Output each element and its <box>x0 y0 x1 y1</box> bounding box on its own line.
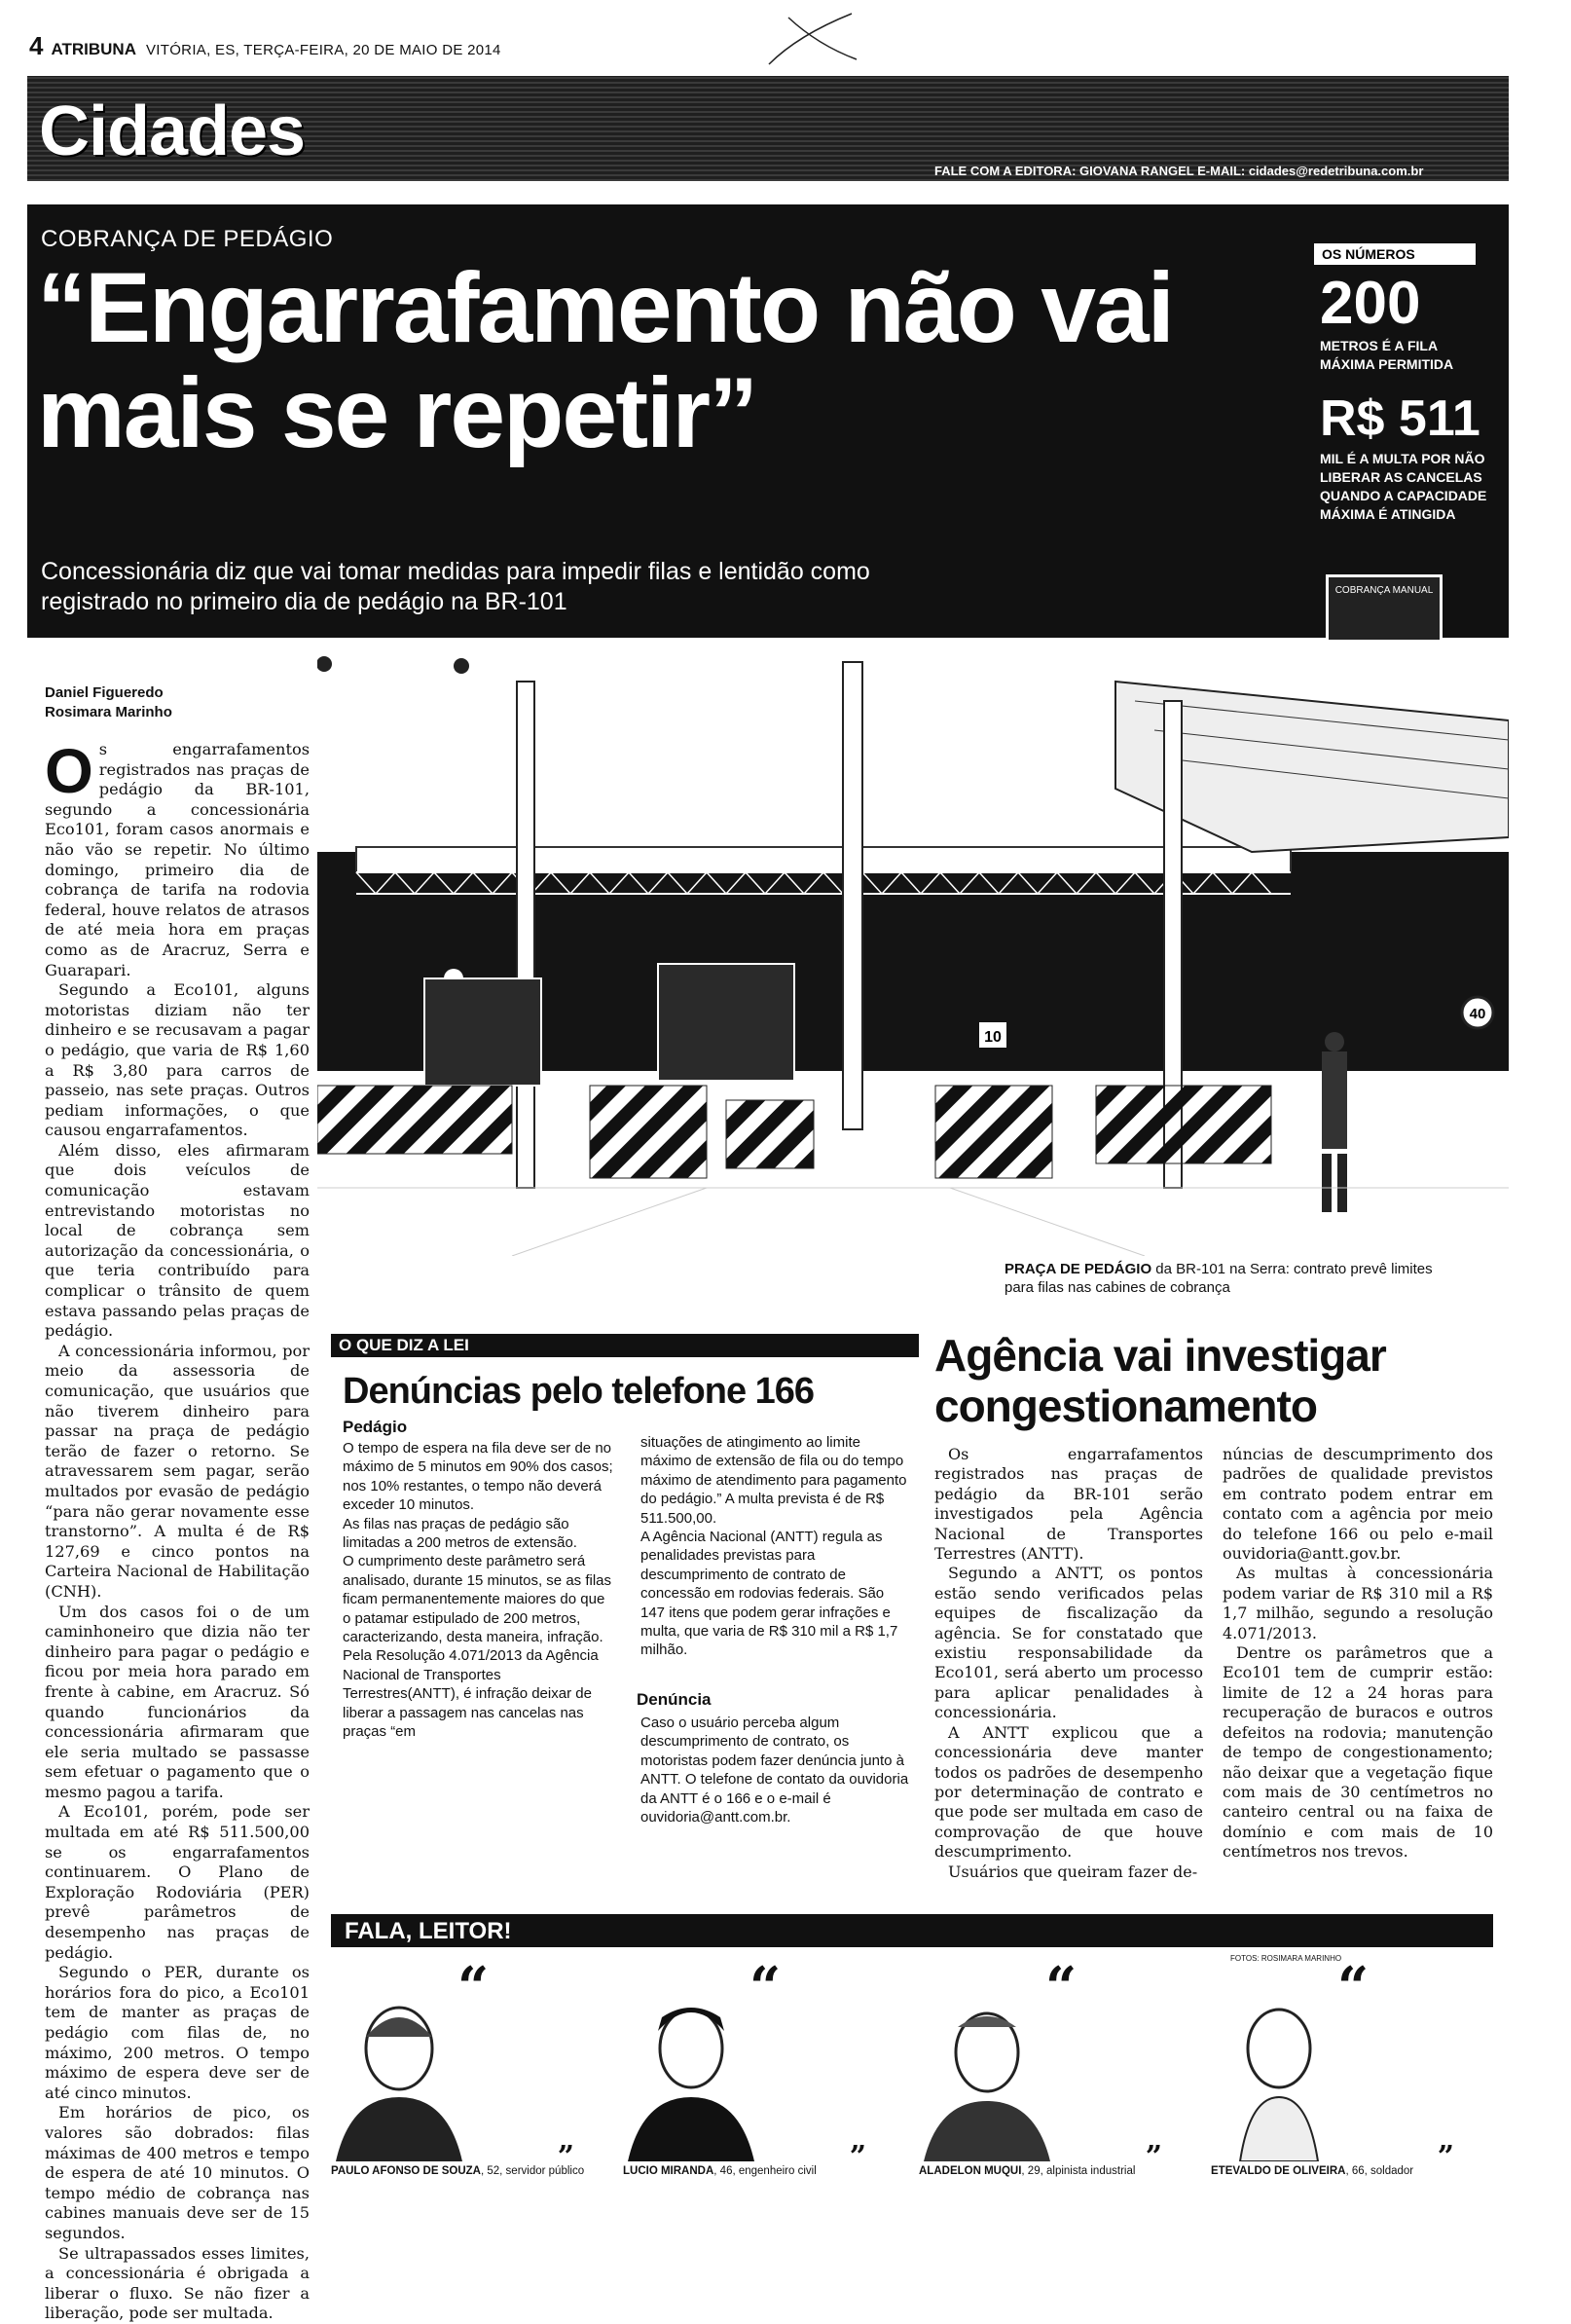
author: Rosimara Marinho <box>45 704 172 720</box>
section-title: Cidades <box>39 92 306 170</box>
booth-number: 10 <box>984 1029 1002 1046</box>
close-quote-icon: ” <box>1145 2140 1162 2174</box>
toll-sign <box>1326 574 1443 643</box>
paragraph: Um dos casos foi o de um caminhoneiro que dizia não ter dinheiro para pagar o pedágio e ficou por meia hora parado em frente à cabine, em Aracruz. Só quando funcionários da concessionária afirmaram que ele seria multado se passasse sem efetuar o pagamento que o mesmo pagou a tarifa. <box>45 1602 310 1801</box>
striped-barrier <box>1096 1086 1271 1163</box>
law-item: As filas nas praças de pedágio são limitadas a 200 metros de extensão. <box>343 1515 577 1552</box>
paragraph: Os engarrafamentos registrados nas praças de pedágio da BR-101 serão investigados pela Agência Nacional de Transportes Terrestres (ANTT). <box>934 1445 1203 1564</box>
paragraph: Segundo o PER, durante os horários fora do pico, a Eco101 tem de manter as praças de pedágio com filas de, no máximo, 200 metros. O tempo máximo de espera deve ser de até cinco minutos. <box>45 1963 310 2102</box>
paragraph: A Eco101, porém, pode ser multada em até R$ 511.500,00 se os engarrafamentos continuarem. O Plano de Exploração Rodoviária (PER) prevê parâmetros de desempenho nas praças de pedágio. <box>45 1802 310 1962</box>
reader-name: ALADELON MUQUI, 29, alpinista industrial <box>919 2165 1136 2177</box>
agency-headline: Agência vai investigar congestionamento <box>934 1330 1386 1431</box>
speed-limit-value: 40 <box>1469 1006 1486 1022</box>
law-subhead-complaint: Denúncia <box>637 1690 712 1709</box>
striped-barrier <box>726 1100 814 1168</box>
article-headline: “Engarrafamento não vai mais se repetir” <box>37 252 1173 468</box>
byline <box>45 683 172 722</box>
stat-desc-queue: METROS É A FILA MÁXIMA PERMITIDA <box>1320 338 1454 372</box>
paragraph: Segundo a Eco101, alguns motoristas diziam não ter dinheiro e se recusavam a pagar o pedágio, que varia de R$ 1,60 a R$ 3,80 para carros de passeio, nas sete praças. Outros pediam informações, o que causou engarrafamentos. <box>45 980 310 1140</box>
paragraph: núncias de descumprimento dos padrões de qualidade previstos em contrato podem entrar em contato com a agência por meio do telefone 166 ou pelo e-mail ouvidoria@antt.gov.br. <box>1223 1445 1493 1564</box>
paragraph: Segundo a ANTT, os pontos estão sendo verificados pelas equipes de fiscalização da agência. Se for constatado que existiu responsabilidade da Eco101, será aberto um processo para aplicar penalidades à concessionária. <box>934 1564 1203 1722</box>
law-item: Pela Resolução 4.071/2013 da Agência Nacional de Transportes Terrestres(ANTT), é infração deixar de liberar a passagem nas cancelas nas praças “em <box>343 1647 599 1741</box>
open-quote-icon: “ <box>749 1955 782 2019</box>
law-item: A Agência Nacional (ANTT) regula as penalidades previstas para descumprimento de contrato de concessão em rodovias federais. São 147 itens que podem gerar infrações e multa, que varia de R$ 310 mil a R$ 1,7 milhão. <box>640 1529 898 1659</box>
paper-name: ATRIBUNA <box>51 40 136 58</box>
toll-plaza-photo <box>317 643 1509 1256</box>
lamp <box>454 658 469 674</box>
photo-caption <box>1005 1260 1462 1297</box>
striped-barrier <box>317 1086 512 1154</box>
open-quote-icon: “ <box>1337 1955 1370 2019</box>
striped-barrier <box>935 1086 1052 1178</box>
striped-barrier <box>590 1086 707 1178</box>
page-folio <box>29 31 501 61</box>
reader-portrait <box>331 1988 467 2161</box>
law-box-label: O QUE DIZ A LEI <box>331 1334 919 1357</box>
reader-portrait <box>919 1988 1055 2161</box>
stat-desc-fine: MIL É A MULTA POR NÃO LIBERAR AS CANCELAS QUANDO A CAPACIDADE MÁXIMA É ATINGIDA <box>1320 451 1487 522</box>
close-quote-icon: ” <box>1437 2140 1454 2174</box>
reader-name: PAULO AFONSO DE SOUZA, 52, servidor público <box>331 2165 585 2177</box>
reader-card <box>919 1955 1201 2191</box>
agency-column <box>1223 1445 1493 1863</box>
paragraph: A concessionária informou, por meio da assessoria de comunicação, que usuários que não tiverem dinheiro para passar na praça de pedágio terão de fazer o retorno. Se atravessarem sem pagar, serão multados por evasão de pedágio “para não gerar novamente esse transtorno”. A multa é de R$ 127,69 e cinco pontos na Carteira Nacional de Habilitação (CNH). <box>45 1341 310 1601</box>
law-subhead-toll: Pedágio <box>343 1418 408 1436</box>
drop-cap: O <box>45 736 93 806</box>
open-quote-icon: “ <box>1045 1955 1078 2019</box>
caption-rest: da BR-101 na Serra: contrato prevê limites para filas nas cabines de cobrança <box>1005 1261 1433 1296</box>
pillar <box>517 682 534 1188</box>
author: Daniel Figueredo <box>45 684 164 701</box>
open-quote-icon: “ <box>457 1955 490 2019</box>
paragraph: Os engarrafamentos registrados nas praças de pedágio da BR-101, segundo a concessionária Eco101, foram casos anormais e não vão se repetir. No último domingo, primeiro dia de cobrança de tarifa na rodovia federal, houve relatos de atrasos de até meia hora em praças como as de Aracruz, Serra e Guarapari. <box>45 736 310 979</box>
article-kicker: COBRANÇA DE PEDÁGIO <box>41 226 334 252</box>
law-column <box>640 1433 911 1660</box>
reader-card <box>623 1955 905 2191</box>
paragraph: Usuários que queiram fazer de- <box>948 1862 1198 1881</box>
toll-sign-text: COBRANÇA MANUAL <box>1334 585 1434 596</box>
stat-value-fine: R$ 511 <box>1320 390 1480 447</box>
canopy-beam <box>356 847 1291 872</box>
reader-portrait <box>1211 1988 1347 2161</box>
worker-figure <box>1322 1051 1347 1149</box>
stat-value-queue: 200 <box>1320 270 1421 337</box>
reader-section-label: FALA, LEITOR! <box>345 1918 512 1944</box>
reader-photo-credit: FOTOS: ROSIMARA MARINHO <box>1230 1954 1342 1963</box>
law-column <box>640 1714 911 1826</box>
handwritten-x-mark <box>759 6 866 74</box>
paragraph: Além disso, eles afirmaram que dois veículos de comunicação estavam entrevistando motoristas no local de cobrança sem autorização da concessionária, o que teria contribuído para complicar o trânsito de quem estava passando pelas praças de pedágio. <box>45 1140 310 1341</box>
caption-bold: PRAÇA DE PEDÁGIO <box>1005 1261 1152 1277</box>
law-item: O cumprimento deste parâmetro será analisado, durante 15 minutos, se as filas ficam permanentemente maiores do que o patamar estipulado de 200 metros, caracterizando, desta maneira, infração. <box>343 1553 611 1646</box>
reader-name: ETEVALDO DE OLIVEIRA, 66, soldador <box>1211 2165 1414 2177</box>
paragraph: Dentre os parâmetros que a Eco101 tem de cumprir estão: limite de 12 a 24 horas para recuperação de buracos e outros defeitos na rodovia; manutenção de tempo de congestionamento; não deixar que a vegetação fique com mais de 30 centímetros no canteiro central ou na faixa de domínio e com mais de 10 centímetros nos trevos. <box>1223 1643 1493 1862</box>
numbers-box-label: OS NÚMEROS <box>1314 243 1476 265</box>
law-item: Caso o usuário perceba algum descumprimento de contrato, os motoristas podem fazer denúncia junto à ANTT. O telefone de contato da ouvidoria da ANTT é o 166 e o e-mail é ouvidoria@antt.com.br. <box>640 1715 909 1826</box>
law-item: O tempo de espera na fila deve ser de no máximo de 5 minutos em 90% dos casos; nos 10% restantes, o tempo não deverá exceder 10 minutos. <box>343 1440 613 1514</box>
reader-card <box>331 1955 613 2191</box>
date-line: VITÓRIA, ES, TERÇA-FEIRA, 20 DE MAIO DE 2014 <box>145 42 501 58</box>
truck <box>658 964 794 1081</box>
law-item: situações de atingimento ao limite máximo de extensão de fila ou do tempo máximo de atendimento para pagamento do pedágio.” A multa prevista é de R$ 511.500,00. <box>640 1434 907 1527</box>
close-quote-icon: ” <box>557 2140 574 2174</box>
paragraph: Em horários de pico, os valores são dobrados: filas máximas de 400 metros e tempo de espera de até 10 minutos. O tempo médio de cobrança nas cabines manuais deve ser de 15 segundos. <box>45 2103 310 2242</box>
page-number: 4 <box>29 31 44 60</box>
truck <box>424 978 541 1086</box>
pillar <box>843 662 862 1129</box>
paragraph: Se ultrapassados esses limites, a concessionária é obrigada a liberar o fluxo. Se não fizer a liberação, pode ser multada. <box>45 2243 310 2323</box>
article-body <box>45 736 310 2324</box>
law-box-title: Denúncias pelo telefone 166 <box>343 1371 815 1412</box>
paragraph: A ANTT explicou que a concessionária deve manter todos os padrões de desempenho por determinação de contrato e que pode ser multada em caso de comprovação de que houve descumprimento. <box>934 1722 1203 1862</box>
reader-portrait <box>623 1988 759 2161</box>
close-quote-icon: ” <box>849 2140 866 2174</box>
reader-name: LUCIO MIRANDA, 46, engenheiro civil <box>623 2165 817 2177</box>
editor-contact-line: FALE COM A EDITORA: GIOVANA RANGEL E-MAIL: cidades@redetribuna.com.br <box>934 164 1424 178</box>
agency-column <box>934 1445 1203 1882</box>
law-column <box>343 1439 613 1742</box>
paragraph: As multas à concessionária podem variar de R$ 310 mil a R$ 1,7 milhão, segundo a resolução 4.071/2013. <box>1223 1564 1493 1642</box>
article-subhead: Concessionária diz que vai tomar medidas para impedir filas e lentidão como registrado no primeiro dia de pedágio na BR-101 <box>41 558 870 615</box>
